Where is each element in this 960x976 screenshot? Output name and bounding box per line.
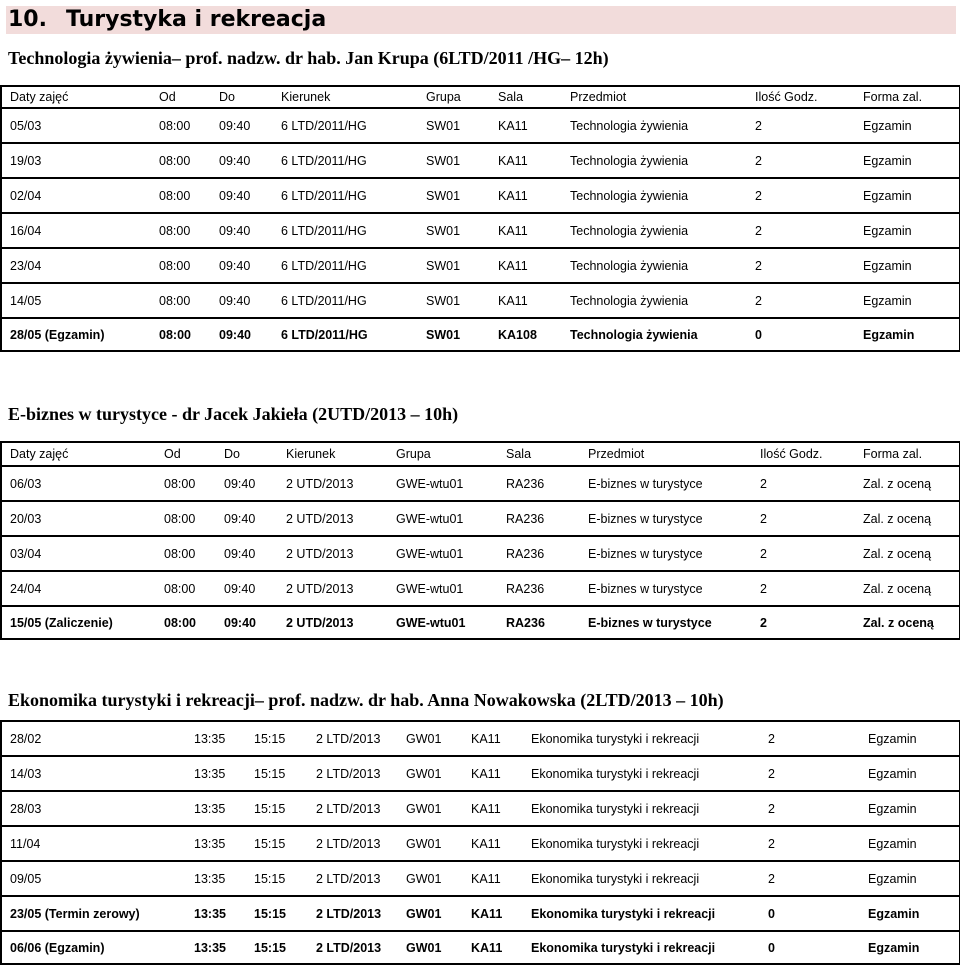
cell-forma-zal: Egzamin bbox=[855, 213, 960, 248]
cell-ilosc-godz: 2 bbox=[752, 501, 855, 536]
cell-kierunek: 2 LTD/2013 bbox=[308, 721, 398, 756]
cell-przedmiot: Technologia żywienia bbox=[562, 178, 747, 213]
section-title-ekonomika: Ekonomika turystyki i rekreacji– prof. nadzw. dr hab. Anna Nowakowska (2LTD/2013 – 10h) bbox=[8, 690, 724, 710]
table-header-row bbox=[1, 86, 960, 108]
cell-sala: KA11 bbox=[490, 178, 562, 213]
cell-forma-zal: Egzamin bbox=[860, 756, 960, 791]
cell-od: 08:00 bbox=[156, 606, 216, 639]
cell-sala: KA11 bbox=[463, 896, 523, 931]
cell-sala: KA11 bbox=[463, 931, 523, 964]
cell-forma-zal: Egzamin bbox=[860, 791, 960, 826]
cell-ilosc-godz: 0 bbox=[760, 931, 860, 964]
cell-przedmiot: Ekonomika turystyki i rekreacji bbox=[523, 756, 760, 791]
cell-przedmiot: Technologia żywienia bbox=[562, 283, 747, 318]
cell-daty: 14/03 bbox=[1, 756, 186, 791]
cell-od: 08:00 bbox=[156, 501, 216, 536]
cell-od: 08:00 bbox=[151, 248, 211, 283]
cell-do: 09:40 bbox=[211, 108, 273, 143]
cell-forma-zal: Egzamin bbox=[855, 283, 960, 318]
cell-daty: 24/04 bbox=[1, 571, 156, 606]
cell-ilosc-godz: 2 bbox=[747, 248, 855, 283]
cell-od: 08:00 bbox=[151, 283, 211, 318]
cell-grupa: SW01 bbox=[418, 108, 490, 143]
cell-kierunek: 2 LTD/2013 bbox=[308, 931, 398, 964]
cell-ilosc-godz: 2 bbox=[752, 536, 855, 571]
table-row bbox=[1, 826, 960, 861]
cell-forma-zal: Egzamin bbox=[860, 721, 960, 756]
cell-forma-zal: Zal. z oceną bbox=[855, 571, 960, 606]
cell-ilosc-godz: 2 bbox=[760, 826, 860, 861]
cell-grupa: SW01 bbox=[418, 283, 490, 318]
cell-sala: RA236 bbox=[498, 466, 580, 501]
table-row bbox=[1, 931, 960, 964]
cell-daty: 28/03 bbox=[1, 791, 186, 826]
column-header-sala: Sala bbox=[490, 86, 562, 108]
cell-sala: KA11 bbox=[490, 213, 562, 248]
cell-do: 15:15 bbox=[246, 791, 308, 826]
cell-od: 08:00 bbox=[151, 108, 211, 143]
cell-do: 09:40 bbox=[216, 571, 278, 606]
cell-kierunek: 6 LTD/2011/HG bbox=[273, 248, 418, 283]
cell-od: 08:00 bbox=[151, 143, 211, 178]
cell-sala: KA11 bbox=[463, 826, 523, 861]
cell-od: 13:35 bbox=[186, 931, 246, 964]
table-row bbox=[1, 861, 960, 896]
cell-kierunek: 2 UTD/2013 bbox=[278, 536, 388, 571]
column-header-grupa: Grupa bbox=[388, 442, 498, 466]
column-header-ilosc-godz: Ilość Godz. bbox=[747, 86, 855, 108]
table-row bbox=[1, 536, 960, 571]
cell-forma-zal: Egzamin bbox=[855, 143, 960, 178]
column-header-grupa: Grupa bbox=[418, 86, 490, 108]
cell-do: 15:15 bbox=[246, 826, 308, 861]
cell-daty: 16/04 bbox=[1, 213, 151, 248]
cell-forma-zal: Egzamin bbox=[860, 826, 960, 861]
cell-od: 08:00 bbox=[151, 178, 211, 213]
cell-grupa: SW01 bbox=[418, 178, 490, 213]
cell-grupa: SW01 bbox=[418, 143, 490, 178]
column-header-ilosc-godz: Ilość Godz. bbox=[752, 442, 855, 466]
table-row bbox=[1, 178, 960, 213]
table-row bbox=[1, 501, 960, 536]
cell-ilosc-godz: 2 bbox=[760, 721, 860, 756]
table-row bbox=[1, 248, 960, 283]
cell-kierunek: 2 LTD/2013 bbox=[308, 756, 398, 791]
cell-kierunek: 6 LTD/2011/HG bbox=[273, 178, 418, 213]
cell-daty: 11/04 bbox=[1, 826, 186, 861]
cell-od: 13:35 bbox=[186, 826, 246, 861]
cell-przedmiot: E-biznes w turystyce bbox=[580, 501, 752, 536]
cell-przedmiot: Ekonomika turystyki i rekreacji bbox=[523, 931, 760, 964]
cell-przedmiot: E-biznes w turystyce bbox=[580, 571, 752, 606]
cell-kierunek: 2 LTD/2013 bbox=[308, 826, 398, 861]
cell-kierunek: 2 LTD/2013 bbox=[308, 896, 398, 931]
section-title-technologia: Technologia żywienia– prof. nadzw. dr hab. Jan Krupa (6LTD/2011 /HG– 12h) bbox=[8, 48, 609, 68]
cell-od: 08:00 bbox=[151, 318, 211, 351]
cell-do: 09:40 bbox=[211, 143, 273, 178]
cell-grupa: GWE-wtu01 bbox=[388, 536, 498, 571]
column-header-od: Od bbox=[156, 442, 216, 466]
cell-przedmiot: Ekonomika turystyki i rekreacji bbox=[523, 721, 760, 756]
cell-forma-zal: Zal. z oceną bbox=[855, 536, 960, 571]
cell-do: 09:40 bbox=[211, 178, 273, 213]
cell-sala: KA108 bbox=[490, 318, 562, 351]
cell-daty: 23/04 bbox=[1, 248, 151, 283]
cell-forma-zal: Zal. z oceną bbox=[855, 466, 960, 501]
table-row bbox=[1, 571, 960, 606]
cell-sala: KA11 bbox=[463, 756, 523, 791]
schedule-table-e-biznes bbox=[0, 441, 960, 640]
cell-sala: KA11 bbox=[490, 283, 562, 318]
cell-daty: 15/05 (Zaliczenie) bbox=[1, 606, 156, 639]
cell-przedmiot: Ekonomika turystyki i rekreacji bbox=[523, 861, 760, 896]
cell-przedmiot: E-biznes w turystyce bbox=[580, 466, 752, 501]
cell-grupa: GW01 bbox=[398, 721, 463, 756]
cell-sala: RA236 bbox=[498, 606, 580, 639]
cell-sala: KA11 bbox=[463, 791, 523, 826]
column-header-kierunek: Kierunek bbox=[278, 442, 388, 466]
cell-ilosc-godz: 2 bbox=[747, 283, 855, 318]
cell-sala: KA11 bbox=[490, 108, 562, 143]
table-row bbox=[1, 721, 960, 756]
table-row bbox=[1, 756, 960, 791]
cell-daty: 14/05 bbox=[1, 283, 151, 318]
cell-kierunek: 6 LTD/2011/HG bbox=[273, 143, 418, 178]
cell-kierunek: 2 UTD/2013 bbox=[278, 466, 388, 501]
cell-przedmiot: Technologia żywienia bbox=[562, 213, 747, 248]
cell-kierunek: 6 LTD/2011/HG bbox=[273, 318, 418, 351]
cell-kierunek: 6 LTD/2011/HG bbox=[273, 283, 418, 318]
cell-ilosc-godz: 2 bbox=[747, 143, 855, 178]
cell-do: 15:15 bbox=[246, 721, 308, 756]
table-header-row bbox=[1, 442, 960, 466]
column-header-forma-zal: Forma zal. bbox=[855, 86, 960, 108]
cell-ilosc-godz: 2 bbox=[760, 791, 860, 826]
cell-przedmiot: Ekonomika turystyki i rekreacji bbox=[523, 896, 760, 931]
table-row bbox=[1, 896, 960, 931]
cell-przedmiot: Technologia żywienia bbox=[562, 248, 747, 283]
cell-od: 13:35 bbox=[186, 756, 246, 791]
cell-sala: RA236 bbox=[498, 501, 580, 536]
cell-forma-zal: Egzamin bbox=[855, 178, 960, 213]
cell-ilosc-godz: 2 bbox=[747, 108, 855, 143]
cell-forma-zal: Egzamin bbox=[860, 931, 960, 964]
cell-sala: KA11 bbox=[463, 861, 523, 896]
cell-do: 15:15 bbox=[246, 931, 308, 964]
table-row bbox=[1, 606, 960, 639]
cell-od: 08:00 bbox=[156, 571, 216, 606]
cell-daty: 05/03 bbox=[1, 108, 151, 143]
cell-ilosc-godz: 0 bbox=[760, 896, 860, 931]
cell-do: 15:15 bbox=[246, 756, 308, 791]
cell-do: 15:15 bbox=[246, 896, 308, 931]
table-row bbox=[1, 108, 960, 143]
cell-od: 13:35 bbox=[186, 861, 246, 896]
cell-ilosc-godz: 2 bbox=[752, 606, 855, 639]
cell-ilosc-godz: 2 bbox=[760, 756, 860, 791]
cell-ilosc-godz: 2 bbox=[752, 466, 855, 501]
schedule-table-ekonomika bbox=[0, 720, 960, 965]
column-header-kierunek: Kierunek bbox=[273, 86, 418, 108]
cell-daty: 06/06 (Egzamin) bbox=[1, 931, 186, 964]
cell-ilosc-godz: 2 bbox=[760, 861, 860, 896]
cell-do: 09:40 bbox=[211, 213, 273, 248]
cell-od: 08:00 bbox=[151, 213, 211, 248]
cell-od: 08:00 bbox=[156, 536, 216, 571]
cell-przedmiot: Technologia żywienia bbox=[562, 143, 747, 178]
cell-daty: 09/05 bbox=[1, 861, 186, 896]
cell-grupa: GW01 bbox=[398, 931, 463, 964]
cell-przedmiot: Ekonomika turystyki i rekreacji bbox=[523, 791, 760, 826]
cell-daty: 28/05 (Egzamin) bbox=[1, 318, 151, 351]
cell-forma-zal: Egzamin bbox=[855, 108, 960, 143]
column-header-do: Do bbox=[216, 442, 278, 466]
cell-sala: KA11 bbox=[463, 721, 523, 756]
schedule-table-technologia bbox=[0, 85, 960, 352]
cell-od: 13:35 bbox=[186, 721, 246, 756]
cell-grupa: GW01 bbox=[398, 826, 463, 861]
cell-grupa: SW01 bbox=[418, 213, 490, 248]
table-row bbox=[1, 213, 960, 248]
cell-ilosc-godz: 2 bbox=[747, 213, 855, 248]
cell-do: 09:40 bbox=[211, 283, 273, 318]
cell-kierunek: 2 UTD/2013 bbox=[278, 606, 388, 639]
cell-daty: 28/02 bbox=[1, 721, 186, 756]
cell-do: 15:15 bbox=[246, 861, 308, 896]
cell-sala: KA11 bbox=[490, 248, 562, 283]
table-row bbox=[1, 143, 960, 178]
cell-forma-zal: Zal. z oceną bbox=[855, 501, 960, 536]
cell-do: 09:40 bbox=[211, 248, 273, 283]
cell-forma-zal: Egzamin bbox=[855, 318, 960, 351]
cell-daty: 19/03 bbox=[1, 143, 151, 178]
cell-forma-zal: Egzamin bbox=[860, 896, 960, 931]
cell-grupa: SW01 bbox=[418, 318, 490, 351]
column-header-sala: Sala bbox=[498, 442, 580, 466]
cell-przedmiot: Technologia żywienia bbox=[562, 318, 747, 351]
cell-do: 09:40 bbox=[216, 536, 278, 571]
cell-sala: RA236 bbox=[498, 536, 580, 571]
cell-do: 09:40 bbox=[211, 318, 273, 351]
cell-ilosc-godz: 2 bbox=[752, 571, 855, 606]
cell-ilosc-godz: 0 bbox=[747, 318, 855, 351]
table-row bbox=[1, 466, 960, 501]
cell-sala: KA11 bbox=[490, 143, 562, 178]
chapter-title: Turystyka i rekreacja bbox=[66, 7, 327, 32]
column-header-do: Do bbox=[211, 86, 273, 108]
cell-kierunek: 2 LTD/2013 bbox=[308, 791, 398, 826]
cell-kierunek: 6 LTD/2011/HG bbox=[273, 108, 418, 143]
column-header-przedmiot: Przedmiot bbox=[562, 86, 747, 108]
cell-od: 13:35 bbox=[186, 896, 246, 931]
cell-grupa: GW01 bbox=[398, 861, 463, 896]
cell-od: 08:00 bbox=[156, 466, 216, 501]
cell-grupa: GWE-wtu01 bbox=[388, 606, 498, 639]
table-row bbox=[1, 283, 960, 318]
cell-grupa: GW01 bbox=[398, 896, 463, 931]
cell-grupa: GWE-wtu01 bbox=[388, 501, 498, 536]
table-row bbox=[1, 318, 960, 351]
chapter-header bbox=[6, 6, 956, 34]
cell-grupa: GW01 bbox=[398, 791, 463, 826]
cell-daty: 20/03 bbox=[1, 501, 156, 536]
cell-grupa: GWE-wtu01 bbox=[388, 571, 498, 606]
column-header-forma-zal: Forma zal. bbox=[855, 442, 960, 466]
cell-forma-zal: Zal. z oceną bbox=[855, 606, 960, 639]
cell-grupa: GW01 bbox=[398, 756, 463, 791]
chapter-number: 10. bbox=[8, 7, 47, 32]
cell-do: 09:40 bbox=[216, 501, 278, 536]
table-row bbox=[1, 791, 960, 826]
column-header-przedmiot: Przedmiot bbox=[580, 442, 752, 466]
cell-kierunek: 2 LTD/2013 bbox=[308, 861, 398, 896]
cell-przedmiot: Technologia żywienia bbox=[562, 108, 747, 143]
cell-grupa: GWE-wtu01 bbox=[388, 466, 498, 501]
cell-kierunek: 2 UTD/2013 bbox=[278, 571, 388, 606]
cell-ilosc-godz: 2 bbox=[747, 178, 855, 213]
cell-daty: 23/05 (Termin zerowy) bbox=[1, 896, 186, 931]
column-header-daty: Daty zajęć bbox=[1, 86, 151, 108]
cell-od: 13:35 bbox=[186, 791, 246, 826]
cell-przedmiot: E-biznes w turystyce bbox=[580, 536, 752, 571]
cell-sala: RA236 bbox=[498, 571, 580, 606]
cell-do: 09:40 bbox=[216, 466, 278, 501]
cell-kierunek: 2 UTD/2013 bbox=[278, 501, 388, 536]
cell-do: 09:40 bbox=[216, 606, 278, 639]
cell-forma-zal: Egzamin bbox=[855, 248, 960, 283]
cell-daty: 02/04 bbox=[1, 178, 151, 213]
cell-forma-zal: Egzamin bbox=[860, 861, 960, 896]
cell-grupa: SW01 bbox=[418, 248, 490, 283]
column-header-od: Od bbox=[151, 86, 211, 108]
cell-przedmiot: Ekonomika turystyki i rekreacji bbox=[523, 826, 760, 861]
cell-przedmiot: E-biznes w turystyce bbox=[580, 606, 752, 639]
section-title-e-biznes: E-biznes w turystyce - dr Jacek Jakieła (2UTD/2013 – 10h) bbox=[8, 404, 459, 424]
cell-kierunek: 6 LTD/2011/HG bbox=[273, 213, 418, 248]
cell-daty: 06/03 bbox=[1, 466, 156, 501]
cell-daty: 03/04 bbox=[1, 536, 156, 571]
column-header-daty: Daty zajęć bbox=[1, 442, 156, 466]
